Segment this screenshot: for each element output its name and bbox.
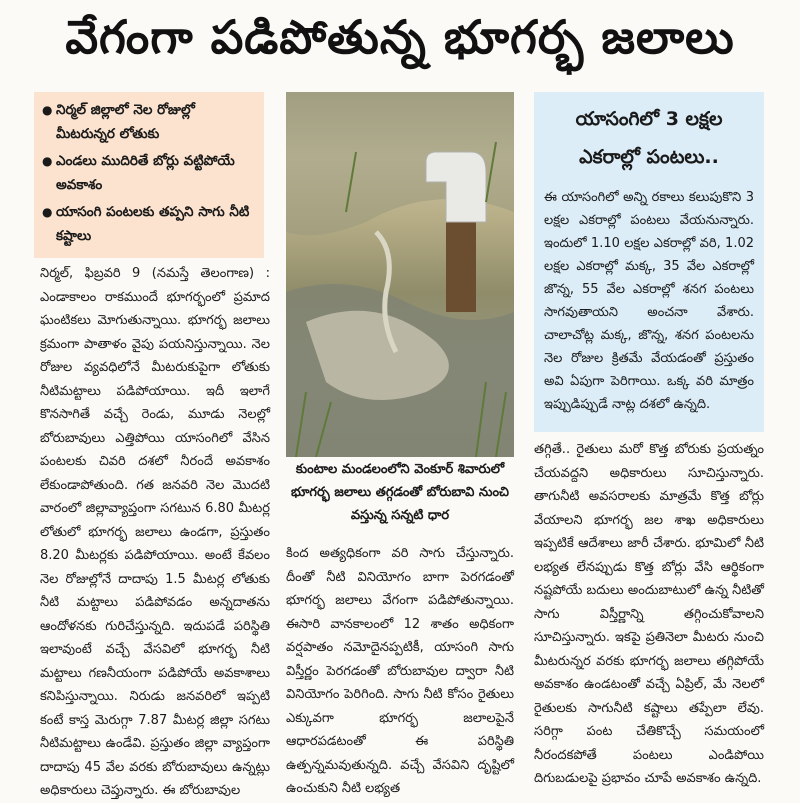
borewell-photo — [286, 92, 514, 457]
highlight-item — [42, 200, 256, 248]
highlight-text: నిర్మల్‌ జిల్లాలో నెల రోజుల్లో మీటరున్నర లోతుకు — [56, 102, 195, 142]
bullet-dot-icon: ● — [42, 205, 53, 219]
bullet-dot-icon: ● — [42, 103, 53, 117]
column-text: నిర్మల్‌, ఫిబ్రవరి 9 (నమస్తే తెలంగాణ) : ఎండాకాలం రాకముందే భూగర్భంలో ప్రమాద ఘంటికలు మోగుతున్నాయి. భూగర్భ జలాలు క్రమంగా పాతాళం వైపు పయనిస్తున్నాయి. నెల రోజుల వ్యవధిలోనే మీటరుకుపైగా లోతుకు నీటిమట్టాలు పడిపోయాయి. ఇదీ ఇలాగే కొనసాగితే వచ్చే రెండు, మూడు నెలల్లో బోరుబావులు ఎత్తిపోయి యాసంగిలో వేసిన పంటలకు చివరి దశలో నీరందే అవకాశం లేకుండాపోతుంది. గత జనవరి నెల మొదటి వారంలో జిల్లావ్యాప్తంగా సగటున 6.80 మీటర్ల లోతులో భూగర్భ జలాలు ఉండగా, ప్రస్తుతం 8.20 మీటర్లకు పడిపోయాయి. అంటే కేవలం నెల రోజుల్లోనే దాదాపు 1.5 మీటర్ల లోతుకు నీటి మట్టాలు పడిపోవడం అన్నదాతను ఆందోళనకు గురిచేస్తున్నది. ఇదుపడే పరిస్థితి ఇలావుంటే వచ్చే వేసవిలో భూగర్భ నీటి మట్టాలు గణనీయంగా పడిపోయే అవకాశాలు కనిపిస్తున్నాయి. నిరుడు జనవరిలో ఇప్పటి కంటే కాస్త మెరుగ్గా 7.87 మీటర్ల జిల్లా సగటు నీటిమట్టాలు ఉండేవి. ప్రస్తుతం జిల్లా వ్యాప్తంగా దాదాపు 45 వేల వరకు బోరుబావులు ఉన్నట్లు అధికారులు చెప్తున్నారు. ఈ బోరుబావుల — [40, 266, 270, 798]
article-column-2 — [286, 542, 514, 801]
column-text: తగ్గితే.. రైతులు మరో కొత్త బోరుకు ప్రయత్నం చేయవద్దని అధికారులు సూచిస్తున్నారు. తాగునీటి అవసరాలకు మాత్రమే కొత్త బోర్లు వేయాలని భూగర్భ జల శాఖ అధికారులు ఇప్పటికే ఆదేశాలు జారీ చేశారు. భూమిలో నీటి లభ్యత లేనప్పుడు కొత్త బోర్లు వేసి ఆర్థికంగా నష్టపోయే బదులు అందుబాటులో ఉన్న నీటితో సాగు విస్తీర్ణాన్ని తగ్గించుకోవాలని సూచిస్తున్నారు. ఇకపై ప్రతినెలా మీటరు నుంచి మీటరున్నర వరకు భూగర్భ జలాలు తగ్గిపోయే అవకాశం ఉండటంతో వచ్చే ఏప్రిల్‌, మే నెలలో రైతులకు సాగునీటి కష్టాలు తప్పేలా లేవు. సరిగ్గా పంట చేతికొచ్చే సమయంలో నీరందకపోతే పంటలు ఎండిపోయి దిగుబడులపై ప్రభావం చూపే అవకాశం ఉన్నది. — [534, 442, 764, 786]
bullet-dot-icon: ● — [42, 154, 53, 168]
sidebar-box — [534, 92, 764, 432]
photo-caption: కుంటాల మండలంలోని వెంకూర్‌ శివారులో భూగర్భ జలాలు తగ్గడంతో బోరుబావి నుంచి వస్తున్న సన్నటి ధార — [290, 462, 510, 523]
article-column-1 — [40, 262, 270, 803]
highlights-box — [34, 92, 264, 258]
sidebar-body: ఈ యాసంగిలో అన్ని రకాలు కలుపుకొని 3 లక్షల ఎకరాల్లో పంటలు వేయనున్నారు. ఇందులో 1.10 లక్షల ఎకరాల్లో వరి, 1.02 లక్షల ఎకరాల్లో మక్క, 35 వేల ఎకరాల్లో జొన్న, 55 వేల ఎకరాల్లో శనగ పంటలు సాగవుతాయని అంచనా వేశారు. చాలాచోట్ల మక్క, జొన్న, శనగ పంటలను నెల రోజుల క్రితమే వేయడంతో ప్రస్తుతం అవి ఏపుగా పెరిగాయి. ఒక్క వరి మాత్రం ఇప్పుడిప్పుడే నాట్ల దశలో ఉన్నది. — [544, 190, 754, 412]
borewell-illustration — [286, 92, 514, 457]
headline: వేగంగా పడిపోతున్న భూగర్భ జలాలు — [65, 10, 735, 64]
highlight-item — [42, 149, 256, 197]
article-column-3 — [534, 438, 764, 791]
highlight-text: యాసంగి పంటలకు తప్పని సాగు నీటి కష్టాలు — [56, 204, 250, 244]
sidebar-title: యాసంగిలో 3 లక్షల ఎకరాల్లో పంటలు.. — [575, 108, 723, 168]
highlight-item — [42, 98, 256, 146]
column-text: కింద అత్యధికంగా వరి సాగు చేస్తున్నారు. దీంతో నీటి వినియోగం బాగా పెరగడంతో భూగర్భ జలాలు వేగంగా పడిపోతున్నాయి. ఈసారి వానకాలంలో 12 శాతం అధికంగా వర్షపాతం నమోదైనప్పటికీ, యాసంగి సాగు విస్తీర్ణం పెరగడంతో బోరుబావుల ద్వారా నీటి వినియోగం పెరిగింది. సాగు నీటి కోసం రైతులు ఎక్కువగా భూగర్భ జలాలపైనే ఆధారపడటంతో ఈ పరిస్థితి ఉత్పన్నమవుతున్నది. వచ్చే వేసవిని దృష్టిలో ఉంచుకుని నీటి లభ్యత — [286, 546, 514, 796]
highlight-text: ఎండలు ముదిరితే బోర్లు వట్టిపోయే అవకాశం — [56, 153, 235, 193]
